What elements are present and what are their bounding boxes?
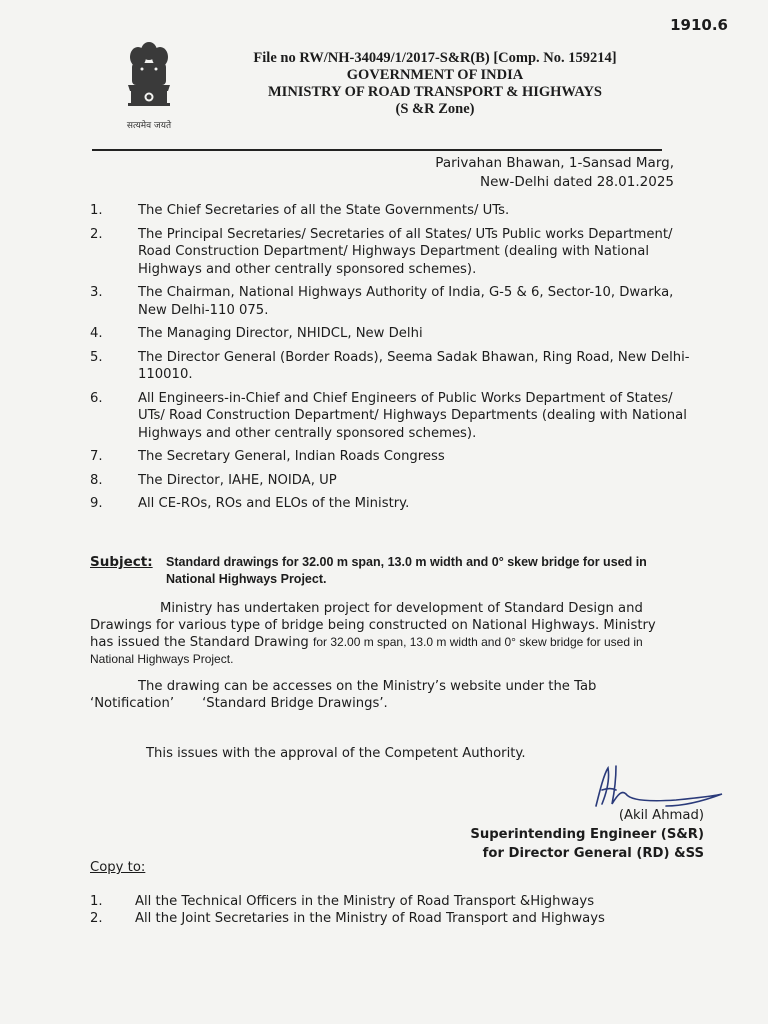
list-item	[90, 325, 690, 343]
emblem-motto: सत्यमेव जयते	[126, 121, 172, 131]
address-line-2: New-Delhi dated 28.01.2025	[480, 174, 674, 190]
item-number: 2.	[90, 226, 103, 242]
item-text: All Engineers-in-Chief and Chief Engineers of Public Works Department of States/ UTs/ Road Construction Department/ Highways Departments (dealing with National Highways and other centrally sponsored schemes).	[138, 390, 687, 441]
list-item	[90, 472, 690, 490]
sender-address	[435, 154, 674, 192]
item-text: The Chairman, National Highways Authority of India, G-5 & 6, Sector-10, Dwarka, New Delhi-110 075.	[138, 285, 674, 318]
body-paragraph-1	[90, 600, 680, 668]
signatory-for-line: for Director General (RD) &SS	[482, 846, 704, 861]
item-number: 8.	[90, 472, 103, 488]
item-number: 3.	[90, 285, 103, 300]
list-item	[90, 893, 690, 910]
addressee-list	[90, 202, 690, 519]
letterhead	[210, 50, 660, 118]
item-text: The Director, IAHE, NOIDA, UP	[138, 472, 337, 488]
list-item	[90, 390, 690, 443]
signatory-designation: Superintending Engineer (S&R)	[470, 827, 704, 842]
item-number: 7.	[90, 449, 103, 464]
list-item	[90, 910, 690, 927]
item-number: 1.	[90, 203, 103, 218]
page-number: 1910.6	[670, 16, 728, 34]
item-number: 4.	[90, 326, 103, 341]
list-item	[90, 349, 690, 384]
ministry-title: MINISTRY OF ROAD TRANSPORT & HIGHWAYS	[267, 84, 602, 100]
body-paragraph-2	[90, 678, 680, 712]
item-number: 9.	[90, 496, 103, 511]
header-divider	[92, 149, 662, 151]
signatory-name: (Akil Ahmad)	[618, 808, 704, 823]
copy-to-list	[90, 893, 690, 927]
item-text: The Chief Secretaries of all the State Governments/ UTs.	[138, 203, 510, 218]
subject-label: Subject:	[90, 554, 153, 570]
paragraph-text: Ministry has undertaken project for development of Standard Design and Drawings for various type of bridge being constructed on National Highways. Ministry has issued the Standard Drawing	[90, 601, 656, 650]
approval-line: This issues with the approval of the Competent Authority.	[146, 746, 526, 761]
item-number: 2.	[90, 911, 103, 926]
list-item	[90, 284, 690, 319]
item-number: 6.	[90, 390, 103, 406]
paragraph-text: The drawing can be accesses on the Ministry’s website under the Tab	[138, 679, 597, 694]
list-item	[90, 226, 690, 279]
item-text: All the Technical Officers in the Ministry of Road Transport &Highways	[135, 894, 595, 909]
signatory-block	[470, 806, 704, 863]
list-item	[90, 448, 690, 466]
paragraph-text-small: for 32.00 m span, 13.0 m width and 0° skew bridge for used in National Highways Project.	[90, 635, 643, 666]
item-text: The Director General (Border Roads), Seema Sadak Bhawan, Ring Road, New Delhi- 110010.	[138, 349, 690, 382]
subject-line	[90, 554, 680, 588]
item-text: The Secretary General, Indian Roads Congress	[138, 449, 445, 464]
subject-text: Standard drawings for 32.00 m span, 13.0 m width and 0° skew bridge for used in National Highways Project.	[166, 555, 647, 586]
government-title: GOVERNMENT OF INDIA	[346, 67, 524, 83]
list-item	[90, 202, 690, 220]
file-number: File no RW/NH-34049/1/2017-S&R(B) [Comp. No. 159214]	[253, 50, 617, 66]
item-text: All the Joint Secretaries in the Ministry of Road Transport and Highways	[135, 911, 605, 926]
item-number: 5.	[90, 349, 103, 365]
item-text: All CE-ROs, ROs and ELOs of the Ministry.	[138, 496, 410, 511]
standard-drawings-tab-name: ‘Standard Bridge Drawings’.	[202, 696, 388, 711]
item-text: The Principal Secretaries/ Secretaries of all States/ UTs Public works Department/ Road Construction Department/ Highways Department (dealing with National Highways and other centrally sponsored schemes).	[138, 226, 673, 277]
copy-to-label: Copy to:	[90, 860, 146, 875]
zone-title: (S &R Zone)	[395, 101, 475, 117]
item-number: 1.	[90, 894, 103, 909]
item-text: The Managing Director, NHIDCL, New Delhi	[138, 326, 423, 341]
address-line-1: Parivahan Bhawan, 1-Sansad Marg,	[435, 155, 674, 171]
notification-tab-name: ‘Notification’	[90, 696, 175, 711]
list-item	[90, 495, 690, 513]
